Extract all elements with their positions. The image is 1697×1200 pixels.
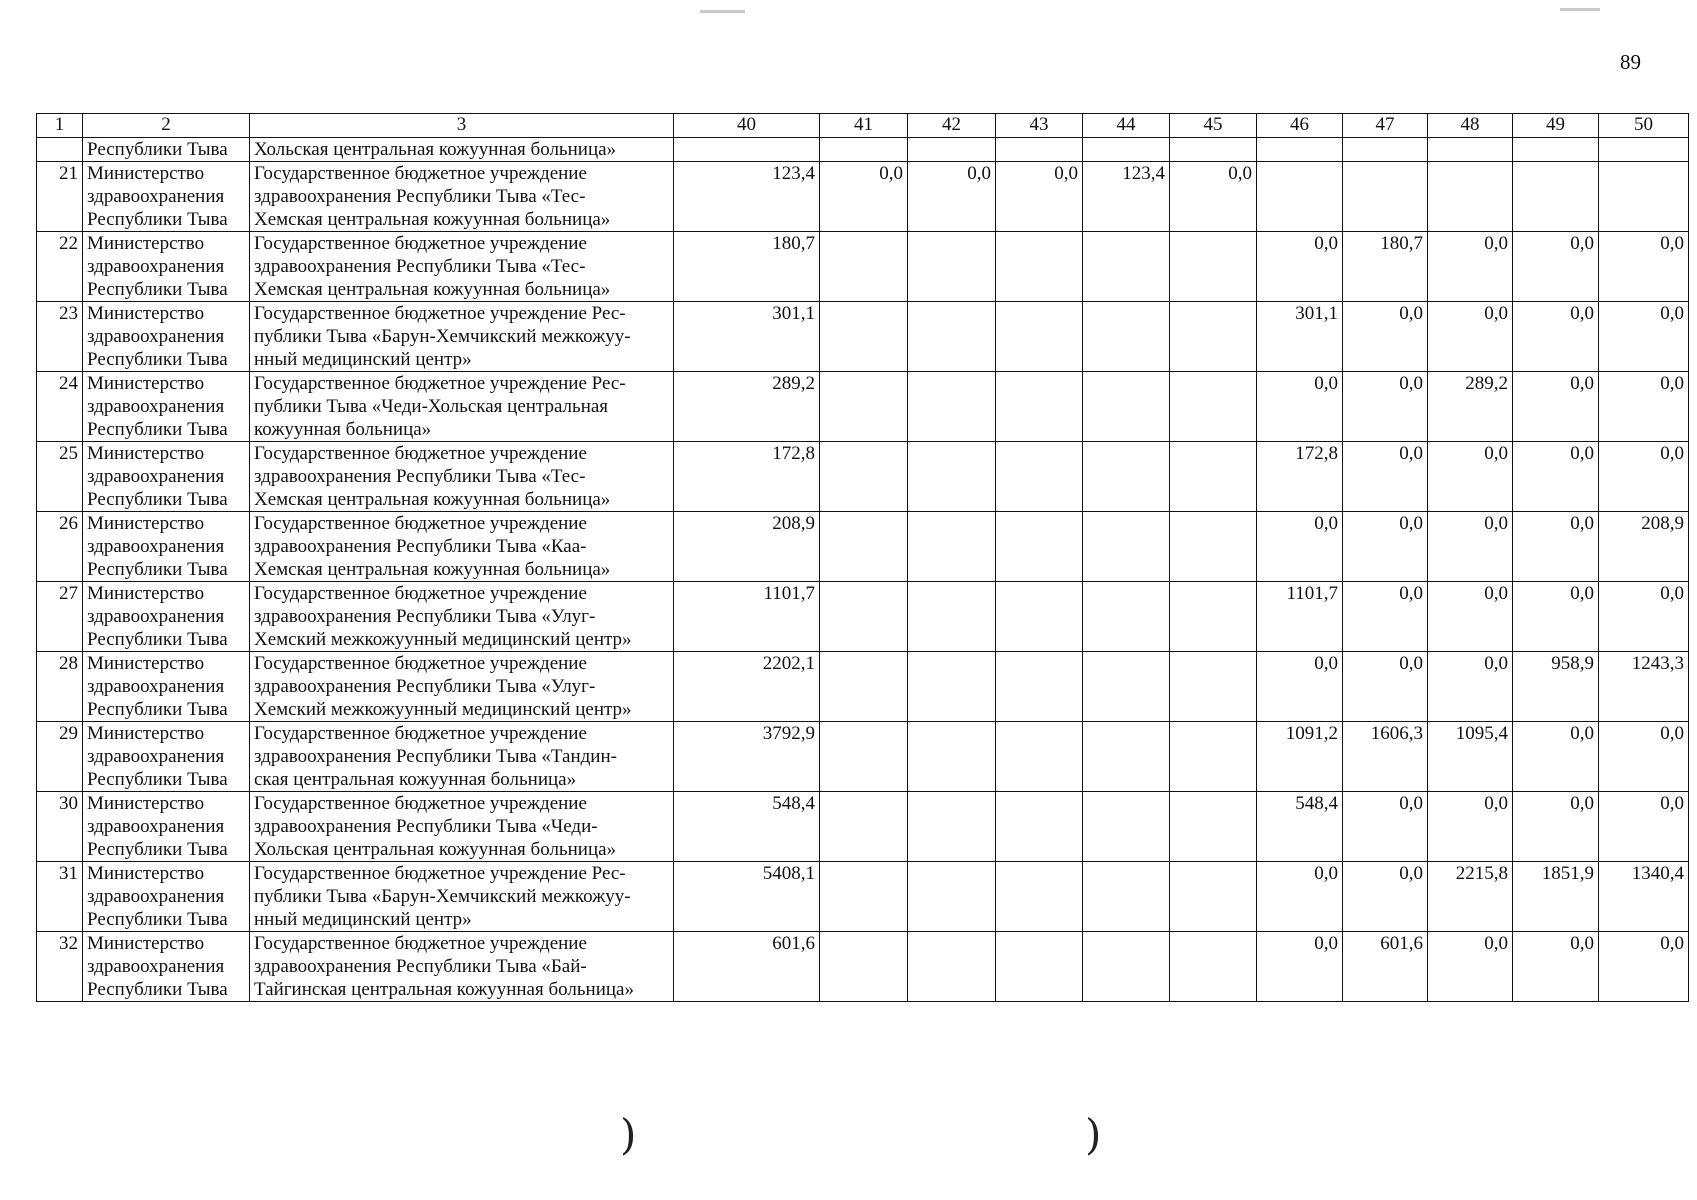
cell-44 [1083, 512, 1170, 582]
cell-49 [1513, 162, 1599, 232]
cell-49: 0,0 [1513, 722, 1599, 792]
cell-42 [908, 232, 996, 302]
cell-47: 0,0 [1343, 582, 1428, 652]
column-header-47: 47 [1343, 114, 1428, 138]
cell-48: 0,0 [1428, 232, 1513, 302]
cell-46: 0,0 [1257, 932, 1343, 1002]
cell-46: 172,8 [1257, 442, 1343, 512]
cell-45 [1170, 792, 1257, 862]
cell-49: 0,0 [1513, 512, 1599, 582]
cell-42 [908, 932, 996, 1002]
cell-49: 0,0 [1513, 302, 1599, 372]
cell-42 [908, 652, 996, 722]
cell-46: 1101,7 [1257, 582, 1343, 652]
column-header-3: 3 [250, 114, 674, 138]
cell-50: 208,9 [1599, 512, 1689, 582]
cell-42 [908, 722, 996, 792]
cell-organization: Республики Тыва [83, 138, 250, 162]
cell-44 [1083, 722, 1170, 792]
data-table [36, 113, 1689, 1002]
cell-no: 25 [37, 442, 83, 512]
column-header-row [37, 114, 1689, 138]
cell-no: 27 [37, 582, 83, 652]
cell-42 [908, 372, 996, 442]
cell-46: 0,0 [1257, 862, 1343, 932]
column-header-41: 41 [820, 114, 908, 138]
cell-49 [1513, 138, 1599, 162]
cell-44 [1083, 372, 1170, 442]
cell-40: 1101,7 [674, 582, 820, 652]
cell-45 [1170, 232, 1257, 302]
cell-50: 0,0 [1599, 442, 1689, 512]
cell-48: 2215,8 [1428, 862, 1513, 932]
cell-48: 0,0 [1428, 582, 1513, 652]
column-header-40: 40 [674, 114, 820, 138]
cell-41 [820, 442, 908, 512]
cell-institution: Государственное бюджетное учреждение здравоохранения Республики Тыва «Тес- Хемская центральная кожуунная больница» [250, 232, 674, 302]
cell-40: 208,9 [674, 512, 820, 582]
cell-43 [996, 232, 1083, 302]
cell-42 [908, 862, 996, 932]
table-row [37, 302, 1689, 372]
cell-40 [674, 138, 820, 162]
cell-41 [820, 932, 908, 1002]
cell-institution: Государственное бюджетное учреждение здравоохранения Республики Тыва «Улуг- Хемский межкожуунный медицинский центр» [250, 582, 674, 652]
table-row [37, 512, 1689, 582]
cell-institution: Государственное бюджетное учреждение Рес- публики Тыва «Чеди-Хольская центральная кожуунная больница» [250, 372, 674, 442]
cell-41 [820, 138, 908, 162]
cell-45 [1170, 932, 1257, 1002]
table-row [37, 442, 1689, 512]
cell-44 [1083, 232, 1170, 302]
cell-41 [820, 652, 908, 722]
cell-institution: Государственное бюджетное учреждение здравоохранения Республики Тыва «Улуг- Хемский межкожуунный медицинский центр» [250, 652, 674, 722]
cell-46: 548,4 [1257, 792, 1343, 862]
cell-47: 0,0 [1343, 302, 1428, 372]
cell-organization: Министерство здравоохранения Республики Тыва [83, 862, 250, 932]
cell-42 [908, 512, 996, 582]
cell-49: 0,0 [1513, 792, 1599, 862]
cell-no: 29 [37, 722, 83, 792]
cell-organization: Министерство здравоохранения Республики Тыва [83, 302, 250, 372]
cell-45: 0,0 [1170, 162, 1257, 232]
cell-43 [996, 512, 1083, 582]
cell-46: 1091,2 [1257, 722, 1343, 792]
cell-49: 958,9 [1513, 652, 1599, 722]
cell-46: 0,0 [1257, 652, 1343, 722]
cell-49: 0,0 [1513, 582, 1599, 652]
continuation-row [37, 138, 1689, 162]
cell-institution: Государственное бюджетное учреждение здравоохранения Республики Тыва «Тандин- ская центральная кожуунная больница» [250, 722, 674, 792]
cell-46: 0,0 [1257, 372, 1343, 442]
cell-41 [820, 722, 908, 792]
cell-no: 21 [37, 162, 83, 232]
cell-43 [996, 138, 1083, 162]
column-header-1: 1 [37, 114, 83, 138]
cell-no: 28 [37, 652, 83, 722]
table-row [37, 792, 1689, 862]
cell-43 [996, 302, 1083, 372]
cell-40: 289,2 [674, 372, 820, 442]
cell-no: 26 [37, 512, 83, 582]
cell-institution: Государственное бюджетное учреждение здравоохранения Республики Тыва «Тес- Хемская центральная кожуунная больница» [250, 162, 674, 232]
cell-46: 0,0 [1257, 232, 1343, 302]
cell-50: 0,0 [1599, 932, 1689, 1002]
cell-44 [1083, 792, 1170, 862]
cell-42 [908, 442, 996, 512]
cell-institution: Государственное бюджетное учреждение здравоохранения Республики Тыва «Бай- Тайгинская центральная кожуунная больница» [250, 932, 674, 1002]
cell-47: 0,0 [1343, 372, 1428, 442]
cell-49: 0,0 [1513, 372, 1599, 442]
column-header-42: 42 [908, 114, 996, 138]
cell-40: 180,7 [674, 232, 820, 302]
scan-speck [1560, 8, 1600, 11]
cell-43 [996, 792, 1083, 862]
cell-50: 1340,4 [1599, 862, 1689, 932]
column-header-46: 46 [1257, 114, 1343, 138]
table-row [37, 722, 1689, 792]
table-row [37, 162, 1689, 232]
cell-45 [1170, 302, 1257, 372]
cell-48: 0,0 [1428, 512, 1513, 582]
cell-47: 0,0 [1343, 442, 1428, 512]
cell-47 [1343, 162, 1428, 232]
cell-50: 0,0 [1599, 232, 1689, 302]
table-row [37, 652, 1689, 722]
cell-institution: Государственное бюджетное учреждение здравоохранения Республики Тыва «Каа- Хемская центральная кожуунная больница» [250, 512, 674, 582]
cell-50 [1599, 138, 1689, 162]
cell-organization: Министерство здравоохранения Республики Тыва [83, 722, 250, 792]
cell-42 [908, 792, 996, 862]
cell-43 [996, 862, 1083, 932]
cell-50: 0,0 [1599, 792, 1689, 862]
cell-41: 0,0 [820, 162, 908, 232]
cell-48: 0,0 [1428, 652, 1513, 722]
cell-49: 1851,9 [1513, 862, 1599, 932]
scan-speck [700, 10, 745, 13]
cell-organization: Министерство здравоохранения Республики Тыва [83, 582, 250, 652]
cell-44 [1083, 138, 1170, 162]
cell-40: 2202,1 [674, 652, 820, 722]
cell-48 [1428, 162, 1513, 232]
cell-institution: Государственное бюджетное учреждение Рес- публики Тыва «Барун-Хемчикский межкожуу- нный медицинский центр» [250, 302, 674, 372]
table-row [37, 372, 1689, 442]
cell-44 [1083, 652, 1170, 722]
cell-45 [1170, 372, 1257, 442]
cell-44 [1083, 302, 1170, 372]
cell-41 [820, 232, 908, 302]
cell-organization: Министерство здравоохранения Республики Тыва [83, 512, 250, 582]
cell-organization: Министерство здравоохранения Республики Тыва [83, 232, 250, 302]
cell-no: 31 [37, 862, 83, 932]
cell-40: 123,4 [674, 162, 820, 232]
cell-45 [1170, 652, 1257, 722]
cell-49: 0,0 [1513, 442, 1599, 512]
cell-47: 0,0 [1343, 652, 1428, 722]
cell-50: 0,0 [1599, 582, 1689, 652]
cell-47: 0,0 [1343, 862, 1428, 932]
cell-42: 0,0 [908, 162, 996, 232]
cell-institution: Хольская центральная кожуунная больница» [250, 138, 674, 162]
cell-43 [996, 722, 1083, 792]
cell-organization: Министерство здравоохранения Республики Тыва [83, 162, 250, 232]
cell-44 [1083, 582, 1170, 652]
cell-40: 3792,9 [674, 722, 820, 792]
cell-44: 123,4 [1083, 162, 1170, 232]
cell-no: 24 [37, 372, 83, 442]
cell-50 [1599, 162, 1689, 232]
cell-45 [1170, 442, 1257, 512]
cell-40: 301,1 [674, 302, 820, 372]
cell-organization: Министерство здравоохранения Республики Тыва [83, 652, 250, 722]
cell-organization: Министерство здравоохранения Республики Тыва [83, 372, 250, 442]
cell-44 [1083, 862, 1170, 932]
cell-43: 0,0 [996, 162, 1083, 232]
cell-45 [1170, 512, 1257, 582]
cell-48: 0,0 [1428, 932, 1513, 1002]
cell-43 [996, 932, 1083, 1002]
cell-institution: Государственное бюджетное учреждение здравоохранения Республики Тыва «Чеди- Хольская центральная кожуунная больница» [250, 792, 674, 862]
cell-46: 301,1 [1257, 302, 1343, 372]
column-header-44: 44 [1083, 114, 1170, 138]
cell-48 [1428, 138, 1513, 162]
scan-mark: ) [620, 1110, 637, 1159]
cell-organization: Министерство здравоохранения Республики Тыва [83, 932, 250, 1002]
cell-42 [908, 582, 996, 652]
cell-40: 548,4 [674, 792, 820, 862]
cell-no: 22 [37, 232, 83, 302]
cell-50: 0,0 [1599, 722, 1689, 792]
cell-41 [820, 372, 908, 442]
column-header-50: 50 [1599, 114, 1689, 138]
cell-47: 180,7 [1343, 232, 1428, 302]
cell-no: 30 [37, 792, 83, 862]
cell-46 [1257, 138, 1343, 162]
cell-41 [820, 792, 908, 862]
cell-49: 0,0 [1513, 932, 1599, 1002]
cell-47: 0,0 [1343, 512, 1428, 582]
cell-47: 1606,3 [1343, 722, 1428, 792]
cell-45 [1170, 862, 1257, 932]
cell-41 [820, 512, 908, 582]
cell-46: 0,0 [1257, 512, 1343, 582]
cell-48: 0,0 [1428, 442, 1513, 512]
column-header-2: 2 [83, 114, 250, 138]
table-row [37, 582, 1689, 652]
cell-49: 0,0 [1513, 232, 1599, 302]
cell-43 [996, 372, 1083, 442]
cell-48: 289,2 [1428, 372, 1513, 442]
cell-48: 1095,4 [1428, 722, 1513, 792]
cell-50: 1243,3 [1599, 652, 1689, 722]
cell-47 [1343, 138, 1428, 162]
cell-no [37, 138, 83, 162]
cell-organization: Министерство здравоохранения Республики Тыва [83, 792, 250, 862]
cell-43 [996, 442, 1083, 512]
cell-40: 172,8 [674, 442, 820, 512]
cell-41 [820, 302, 908, 372]
cell-43 [996, 652, 1083, 722]
cell-no: 32 [37, 932, 83, 1002]
cell-40: 5408,1 [674, 862, 820, 932]
table-row [37, 932, 1689, 1002]
column-header-48: 48 [1428, 114, 1513, 138]
cell-no: 23 [37, 302, 83, 372]
scan-mark: ) [1085, 1110, 1102, 1159]
cell-48: 0,0 [1428, 792, 1513, 862]
table-row [37, 232, 1689, 302]
cell-50: 0,0 [1599, 372, 1689, 442]
cell-46 [1257, 162, 1343, 232]
cell-institution: Государственное бюджетное учреждение здравоохранения Республики Тыва «Тес- Хемская центральная кожуунная больница» [250, 442, 674, 512]
cell-44 [1083, 932, 1170, 1002]
cell-47: 601,6 [1343, 932, 1428, 1002]
cell-40: 601,6 [674, 932, 820, 1002]
page-number: 89 [1620, 50, 1641, 74]
table-row [37, 862, 1689, 932]
column-header-45: 45 [1170, 114, 1257, 138]
cell-41 [820, 862, 908, 932]
cell-45 [1170, 582, 1257, 652]
cell-41 [820, 582, 908, 652]
cell-43 [996, 582, 1083, 652]
cell-47: 0,0 [1343, 792, 1428, 862]
cell-45 [1170, 722, 1257, 792]
cell-50: 0,0 [1599, 302, 1689, 372]
cell-organization: Министерство здравоохранения Республики Тыва [83, 442, 250, 512]
cell-45 [1170, 138, 1257, 162]
cell-institution: Государственное бюджетное учреждение Рес- публики Тыва «Барун-Хемчикский межкожуу- нный медицинский центр» [250, 862, 674, 932]
cell-48: 0,0 [1428, 302, 1513, 372]
cell-42 [908, 302, 996, 372]
cell-44 [1083, 442, 1170, 512]
cell-42 [908, 138, 996, 162]
column-header-49: 49 [1513, 114, 1599, 138]
column-header-43: 43 [996, 114, 1083, 138]
